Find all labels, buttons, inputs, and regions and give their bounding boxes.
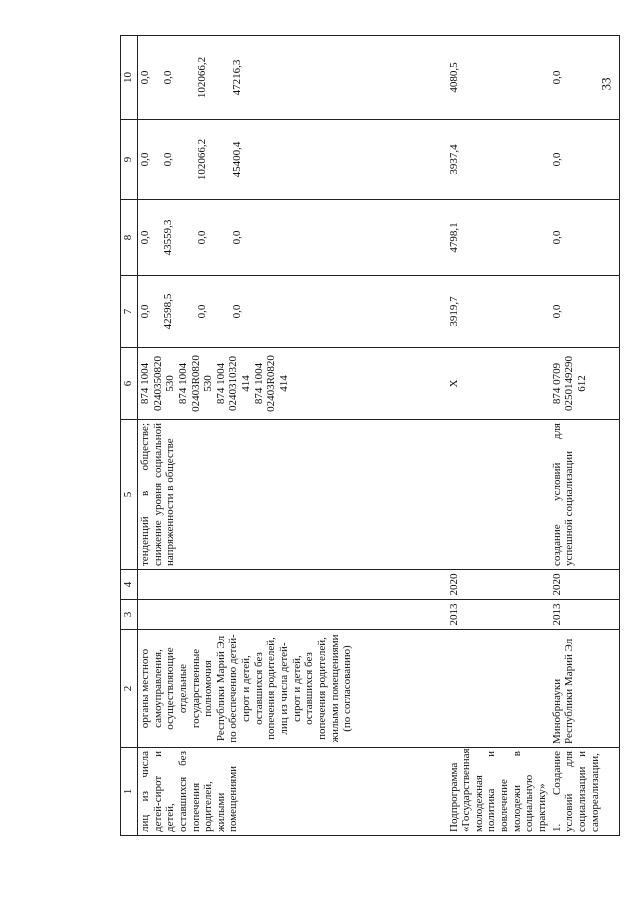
cell-year-2016: 4080,5 xyxy=(438,36,550,120)
col-header-9: 9 xyxy=(121,120,138,200)
rotated-table-canvas xyxy=(120,36,601,836)
col-header-10: 10 xyxy=(121,36,138,120)
col-header-7: 7 xyxy=(121,276,138,348)
cell-year-2016: 0,0 xyxy=(550,36,620,120)
page-number: 33 xyxy=(598,77,614,91)
cell-year-2015: 0,0 xyxy=(550,120,620,200)
cell-year-2014: 4798,1 xyxy=(438,200,550,276)
code-line: 02403R0820 xyxy=(265,355,278,412)
value-line: 102066,2 xyxy=(196,56,209,99)
cell-executor: органы местного самоуправления, осуществляющие отдельные государственные полномочия Республики Марий Эл по обеспечению детей-сирот и детей, оставшихся без попечения родителей, лиц из числа детей-сирот и детей, оставшихся без попечения родителей, жилыми помещениями (по согласованию) xyxy=(138,630,438,748)
code-line: 0240310320 xyxy=(227,356,240,411)
code-line: 530 xyxy=(164,375,177,392)
cell-budget-code xyxy=(550,348,620,420)
code-line: 0250149290 xyxy=(563,356,576,411)
code-line: 874 1004 xyxy=(214,362,227,405)
col-header-3: 3 xyxy=(121,600,138,630)
col-header-1: 1 xyxy=(121,748,138,836)
value-line: 42598,5 xyxy=(161,293,174,330)
cell-end-year: 2020 xyxy=(438,570,550,600)
cell-activity: Подпрограмма «Государственная молодежная политика и вовлечение молодежи в социальную практику» xyxy=(438,748,550,836)
code-line: 414 xyxy=(240,375,253,392)
cell-activity: лиц из числа детей-сирот и детей, оставшихся без попечения родителей, жилыми помещениями xyxy=(138,748,438,836)
value-line: 43559,3 xyxy=(161,219,174,256)
cell-result: тенденций в обществе; снижение уровня социальной напряженности в обществе xyxy=(138,420,438,570)
code-line: 0240350820 xyxy=(151,356,164,411)
value-line: 0,0 xyxy=(139,152,151,167)
value-line: 0,0 xyxy=(230,230,243,245)
value-line: 0,0 xyxy=(230,304,243,319)
code-line: 874 0709 xyxy=(550,362,563,405)
code-line: 530 xyxy=(202,375,215,392)
col-header-4: 4 xyxy=(121,570,138,600)
code-line: 414 xyxy=(278,375,291,392)
value-line: 45400,4 xyxy=(230,141,243,178)
value-line: 0,0 xyxy=(139,304,151,319)
value-line: 0,0 xyxy=(161,70,174,85)
cell-year-2015 xyxy=(138,120,438,200)
cell-result xyxy=(438,420,550,570)
value-line: 102066,2 xyxy=(196,138,209,181)
cell-start-year: 2013 xyxy=(438,600,550,630)
value-line: 47216,3 xyxy=(230,59,243,96)
value-line: 0,0 xyxy=(161,152,174,167)
table-row xyxy=(550,36,620,836)
cell-end-year: 2020 xyxy=(550,570,620,600)
cell-year-2013 xyxy=(138,276,438,348)
cell-executor: Минобрнауки Республики Марий Эл xyxy=(550,630,620,748)
budget-table xyxy=(120,35,620,836)
cell-budget-code: X xyxy=(438,348,550,420)
col-header-2: 2 xyxy=(121,630,138,748)
col-header-8: 8 xyxy=(121,200,138,276)
code-line: 02403R0820 xyxy=(189,355,202,412)
value-line: 0,0 xyxy=(139,230,151,245)
value-line: 0,0 xyxy=(139,70,151,85)
cell-executor xyxy=(438,630,550,748)
cell-start-year: 2013 xyxy=(550,600,620,630)
value-line: 0,0 xyxy=(196,304,209,319)
cell-activity: 1. Создание условий для социализации и самореализации, xyxy=(550,748,620,836)
cell-start-year xyxy=(138,600,438,630)
code-line: 874 1004 xyxy=(139,362,151,405)
cell-year-2015: 3937,4 xyxy=(438,120,550,200)
header-row xyxy=(121,36,138,836)
code-line: 874 1004 xyxy=(252,362,265,405)
table-row xyxy=(438,36,550,836)
cell-budget-code xyxy=(138,348,438,420)
cell-year-2014 xyxy=(138,200,438,276)
cell-year-2014: 0,0 xyxy=(550,200,620,276)
table-row xyxy=(138,36,438,836)
cell-end-year xyxy=(138,570,438,600)
col-header-5: 5 xyxy=(121,420,138,570)
cell-result: создание условий для успешной социализации xyxy=(550,420,620,570)
cell-year-2016 xyxy=(138,36,438,120)
col-header-6: 6 xyxy=(121,348,138,420)
value-line: 0,0 xyxy=(196,230,209,245)
code-line: 874 1004 xyxy=(176,362,189,405)
cell-year-2013: 3919,7 xyxy=(438,276,550,348)
cell-year-2013: 0,0 xyxy=(550,276,620,348)
code-line: 612 xyxy=(575,375,588,392)
